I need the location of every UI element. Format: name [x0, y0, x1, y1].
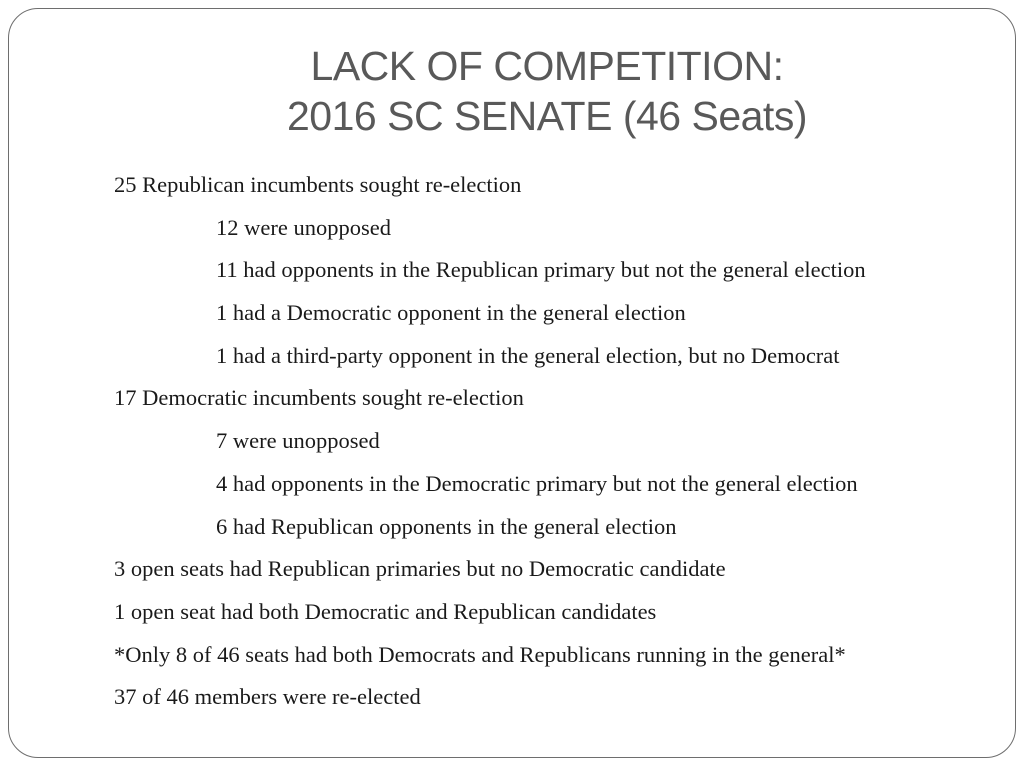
bullet-text: 37 of 46 members were re-elected	[114, 684, 421, 710]
bullet-text: 1 open seat had both Democratic and Republican candidates	[114, 598, 657, 624]
sub-bullet-text: 11 had opponents in the Republican primary but not the general election	[216, 257, 866, 283]
bullet-text: *Only 8 of 46 seats had both Democrats and Republicans running in the general*	[114, 641, 846, 667]
bullet-text: 17 Democratic incumbents sought re-election	[114, 385, 524, 411]
sub-bullet-text: 12 were unopposed	[216, 214, 391, 240]
slide-body	[114, 166, 1014, 721]
bullet-text: 3 open seats had Republican primaries but no Democratic candidate	[114, 556, 726, 582]
sub-bullet-text: 1 had a Democratic opponent in the general election	[216, 300, 686, 326]
title-line-1: LACK OF COMPETITION:	[310, 43, 784, 89]
sub-bullet-text: 6 had Republican opponents in the general election	[216, 513, 677, 539]
title-line-2: 2016 SC SENATE (46 Seats)	[287, 93, 807, 139]
sub-bullet-text: 1 had a third-party opponent in the general election, but no Democrat	[216, 342, 840, 368]
sub-bullet-text: 7 were unopposed	[216, 428, 380, 454]
sub-bullet-text: 4 had opponents in the Democratic primary but not the general election	[216, 470, 858, 496]
slide-title	[9, 41, 1024, 141]
bullet-text: 25 Republican incumbents sought re-election	[114, 172, 522, 197]
